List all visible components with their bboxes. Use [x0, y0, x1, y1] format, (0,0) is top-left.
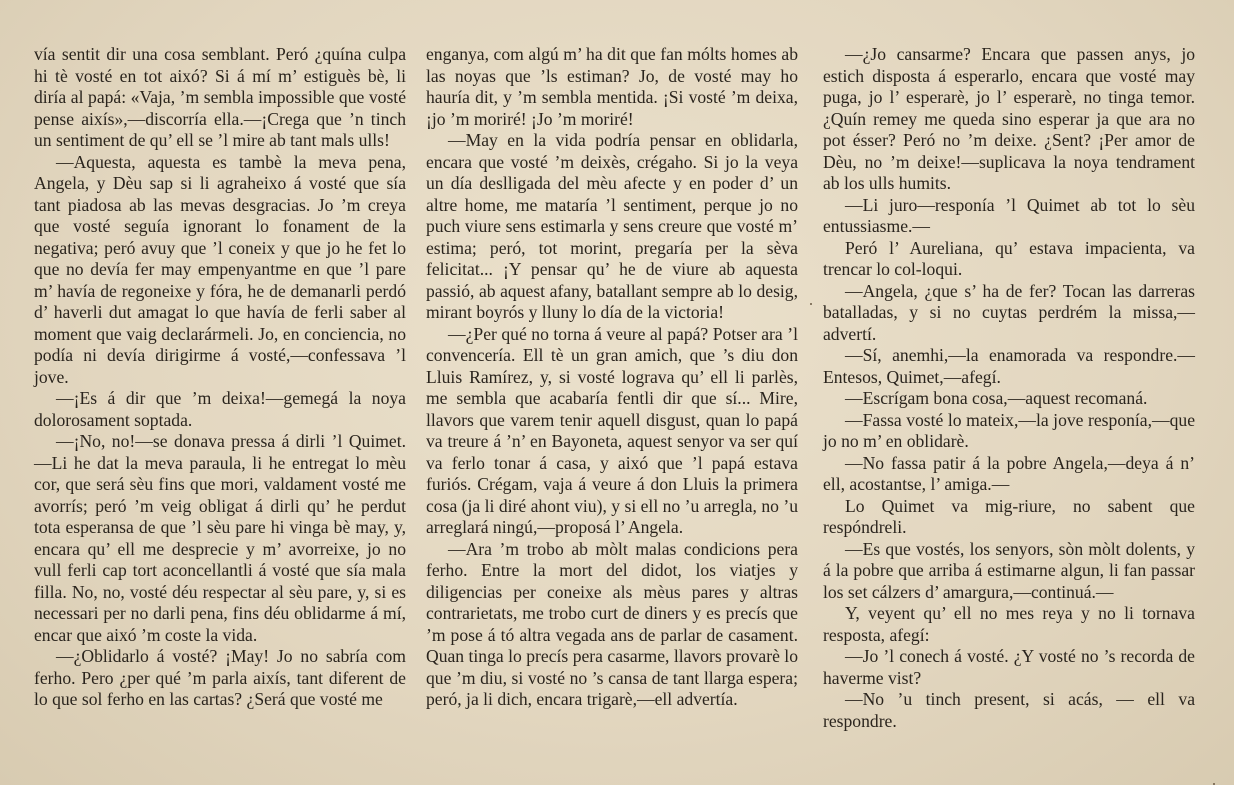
paragraph: —Jo ’l conech á vosté. ¿Y vosté no ’s recorda de haverme vist? [823, 646, 1195, 688]
paragraph: —Ara ’m trobo ab mòlt malas condicions pera ferho. Entre la mort del didot, los viatjes y diligencias per coneixe als mèus pares y altras contrarietats, me trobo curt de diners y es precís que ’m pose á tó altra vegada ans de parlar de casament. Quan tinga lo precís pera casarme, llavors provarè lo que ’m diu, si vosté no ’s cansa de tant llarga espera; peró, ja li dich, encara trigarè,—ell advertía. [426, 538, 798, 709]
paragraph: —May en la vida podría pensar en oblidarla, encara que vosté ’m deixès, crégaho. Si jo la veya un día deslligada del mèu afecte y en poder d’ un altre home, me mataría ’l sentiment, perque jo no puch viure sens estimarla y sens creure que vosté m’ estima; peró, tot morint, pregaría per la sèva felicitat... ¡Y pensar qu’ he de viure ab aquesta passió, ab aquest afany, batallant sempre ab lo desig, mirant boyrós y lluny lo día de la victoria! [426, 130, 798, 322]
paragraph: Y, veyent qu’ ell no mes reya y no li tornava resposta, afegí: [823, 603, 1195, 645]
paragraph: enganya, com algú m’ ha dit que fan mólts homes ab las noyas que ’ls estiman? Jo, de vosté may ho hauría dit, y ’m sembla mentida. ¡Si vosté ’m deixa, ¡jo ’m moriré! ¡Jo ’m moriré! [426, 44, 798, 129]
ink-speck [810, 303, 812, 305]
text-column-3 [823, 44, 1195, 732]
paragraph: —Li juro—responía ’l Quimet ab tot lo sèu entussiasme.— [823, 194, 1195, 236]
paragraph: —Angela, ¿que s’ ha de fer? Tocan las darreras batalladas, y si no cuytas perdrém la missa,—advertí. [823, 280, 1195, 344]
text-column-2 [426, 44, 798, 711]
paragraph: —Sí, anemhi,—la enamorada va respondre.— Entesos, Quimet,—afegí. [823, 345, 1195, 387]
paragraph: —¿Per qué no torna á veure al papá? Potser ara ’l convencería. Ell tè un gran amich, que ’s diu don Lluis Ramírez, y, si vosté lograva qu’ ell li parlès, me sembla que acabaría fentli dir que sí... Mire, llavors que varem tenir aquell disgust, quan lo papá va treure á ’n’ en Bayoneta, aquest senyor va ser quí va ferlo tonar á casa, y aixó que ’l papá estava furiós. Crégam, vaja á veure á don Lluis la primera cosa (ja li diré ahont viu), y si ell no ’u arregla, no ’u arreglará ningú,—proposá l’ Angela. [426, 323, 798, 537]
paragraph: —¿Jo cansarme? Encara que passen anys, jo estich disposta á esperarlo, encara que vosté may puga, jo l’ esperarè, jo l’ esperarè, no tinga temor. ¿Quín remey me queda sino esperar ja que ara no pot ésser? Peró no ’m deixe. ¿Sent? ¡Per amor de Dèu, no ’m deixe!—suplicava la noya tendrament ab los ulls humits. [823, 44, 1195, 193]
paragraph: Lo Quimet va mig-riure, no sabent que respóndreli. [823, 495, 1195, 537]
paragraph: vía sentit dir una cosa semblant. Peró ¿quína culpa hi tè vosté en tot aixó? Si á mí m’ estiguès bè, li diría al papá: «Vaja, ’m sembla impossible que vosté pense aixís»,—discorría ella.—¡Crega que ’n tinch un sentiment de qu’ ell se ’l mire ab tant mals ulls! [34, 44, 406, 150]
paragraph: —No ’u tinch present, si acás, — ell va respondre. [823, 689, 1195, 731]
paragraph: —Es que vostés, los senyors, sòn mòlt dolents, y á la pobre que arriba á estimarne algun, li fan passar los set cálzers d’ amargura,—continuá.— [823, 538, 1195, 602]
paragraph: Peró l’ Aureliana, qu’ estava impacienta, va trencar lo col-loqui. [823, 237, 1195, 279]
text-column-1 [34, 44, 406, 711]
paragraph: —Escrígam bona cosa,—aquest recomaná. [845, 388, 1148, 408]
paragraph: —Aquesta, aquesta es tambè la meva pena, Angela, y Dèu sap si li agraheixo á vosté que sía tant piadosa ab las mevas desgracias. Jo ’m creya que vosté seguía ignorant lo fonament de la negativa; peró avuy que ’l coneix y que jo he fet lo que no devía fer may empenyantme en que ’l pare m’ havía de regoneixe y fóra, he de demanarli perdó d’ haverli dut amagat lo que havía de ferli saber al moment que vaig declarármeli. Jo, en conciencia, no podía ni devía dirigirme á vosté,—confessava ’l jove. [34, 151, 406, 387]
paragraph: —¿Oblidarlo á vosté? ¡May! Jo no sabría com ferho. Pero ¿per qué ’m parla aixís, tant diferent de lo que sol ferho en las cartas? ¿Será que vosté me [34, 646, 406, 709]
paragraph: —¡No, no!—se donava pressa á dirli ’l Quimet. —Li he dat la meva paraula, li he entregat lo mèu cor, que será sèu fins que mori, valdament vosté me avorrís; peró ’m veig obligat á dirli qu’ he perdut tota esperansa de que ’l sèu pare hi vinga bè may, y, encara qu’ ell me desprecie y m’ avorreixe, jo no vull ferli cap tort aconcellantli á vosté que sía mala filla. No, no, vosté déu respectar al sèu pare, y, si es necessari per no darli pena, fins déu oblidarme á mí, encar que aixó ’m coste la vida. [34, 431, 406, 645]
paragraph: —Fassa vosté lo mateix,—la jove responía,—que jo no m’ en oblidarè. [823, 409, 1195, 451]
paragraph: —¡Es á dir que ’m deixa!—gemegá la noya dolorosament soptada. [34, 388, 406, 430]
paragraph: —No fassa patir á la pobre Angela,—deya á n’ ell, acostantse, l’ amiga.— [823, 452, 1195, 494]
